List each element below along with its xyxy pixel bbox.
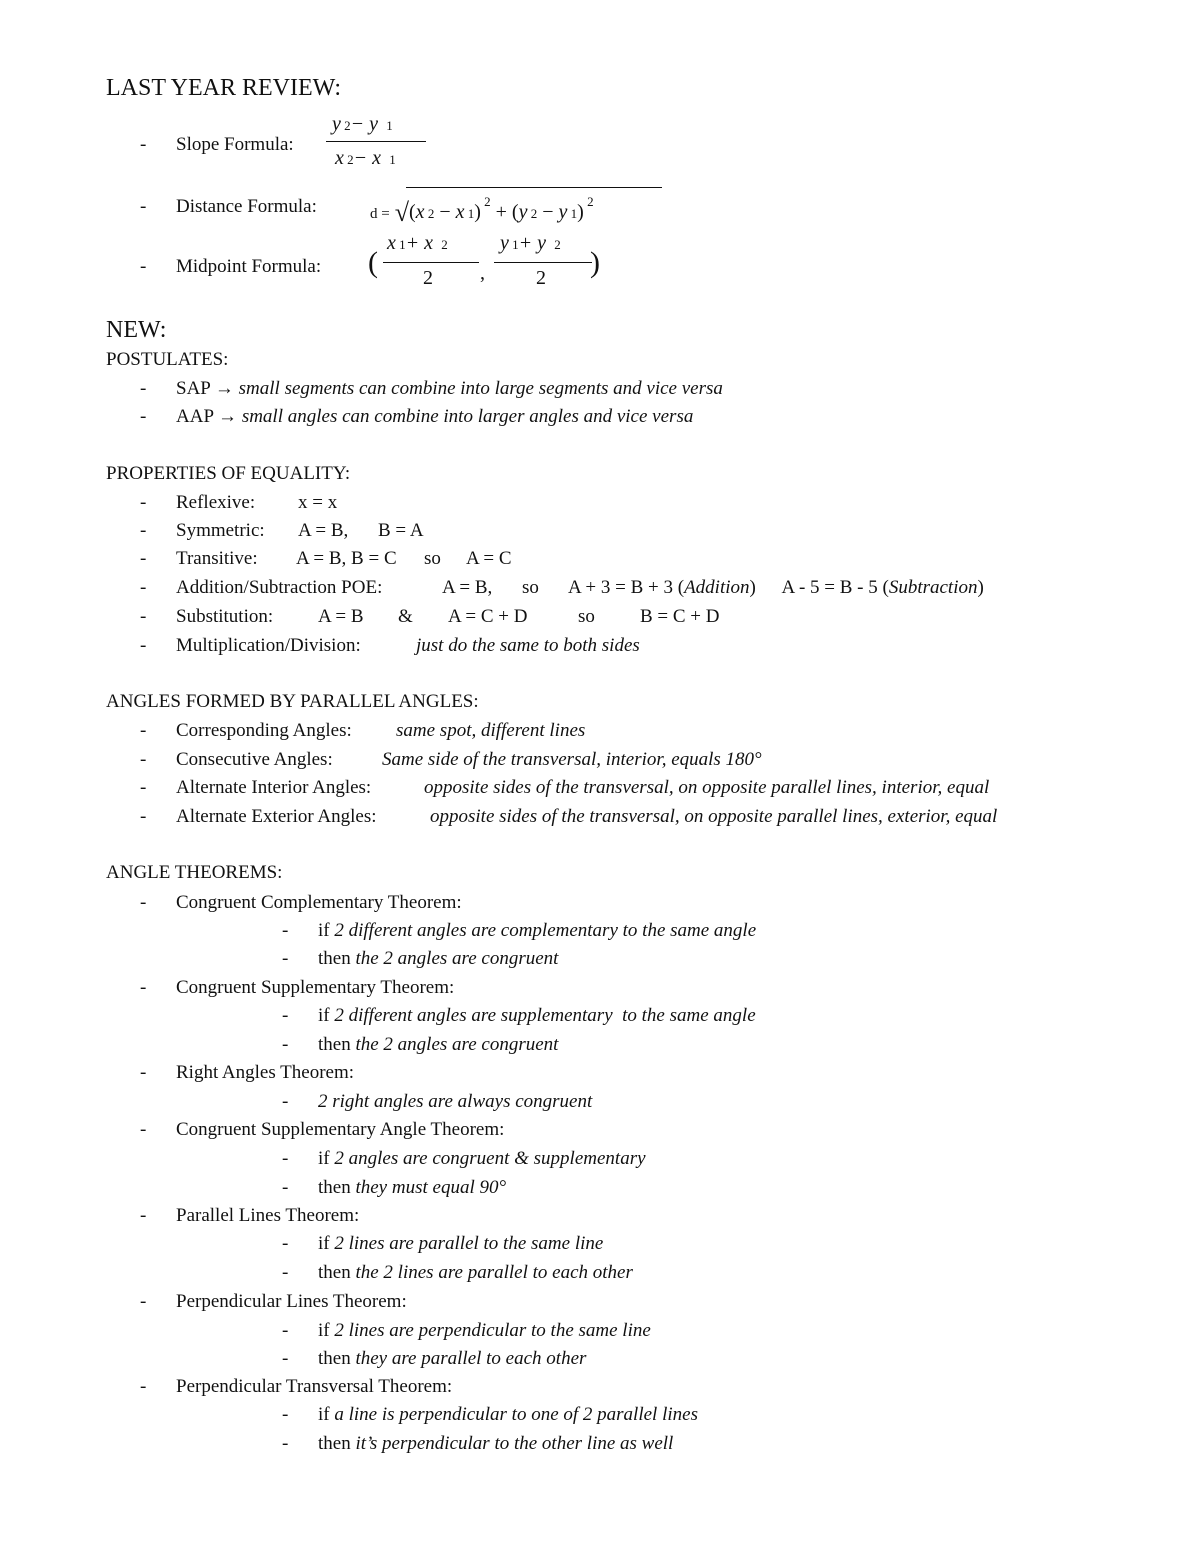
midpoint-y-numerator: y 1+ y 2 [500, 232, 561, 254]
midpoint-x-numerator: x 1+ x 2 [387, 232, 448, 254]
theorem-then: - then the 2 angles are congruent [282, 948, 559, 969]
midpoint-label: Midpoint Formula: [176, 256, 322, 277]
midpoint-comma: , [480, 262, 485, 284]
theorem-title: - Perpendicular Transversal Theorem: [140, 1376, 453, 1397]
theorem-if: - if 2 lines are parallel to the same line [282, 1233, 604, 1254]
midpoint-y-bar [494, 262, 592, 263]
theorem-then: - then they must equal 90° [282, 1177, 507, 1198]
theorem-if: - if 2 angles are congruent & supplementary [282, 1148, 646, 1169]
transitive-row: - Transitive: A = B, B = C so A = C [140, 548, 512, 569]
theorem-if: - if 2 different angles are supplementary to the same angle [282, 1005, 756, 1026]
distance-formula: d = √(x 2 − x 1) $^2$ + (y 2 − y 1) $^2$ [370, 194, 594, 227]
multiplication-division-row: - Multiplication/Division: just do the same to both sides [140, 635, 640, 656]
theorem-title: - Congruent Complementary Theorem: [140, 892, 462, 913]
slope-numerator: y 2− y 1 [332, 113, 393, 135]
new-heading: NEW: [106, 317, 167, 343]
theorem-statement: - 2 right angles are always congruent [282, 1091, 593, 1112]
alternate-exterior-row: - Alternate Exterior Angles: opposite sides of the transversal, on opposite parallel lines, exterior, equal [140, 806, 998, 827]
theorem-if: - if 2 different angles are complementary to the same angle [282, 920, 757, 941]
midpoint-y-denominator: 2 [536, 267, 546, 289]
distance-formula-row: - Distance Formula: [140, 196, 317, 217]
midpoint-open-paren: ( [368, 246, 378, 279]
theorem-then: - then the 2 angles are congruent [282, 1034, 559, 1055]
equality-heading: PROPERTIES OF EQUALITY: [106, 463, 351, 484]
parallel-heading: ANGLES FORMED BY PARALLEL ANGLES: [106, 691, 479, 712]
postulates-heading: POSTULATES: [106, 349, 229, 370]
slope-label: Slope Formula: [176, 134, 294, 155]
theorem-then: - then the 2 lines are parallel to each other [282, 1262, 633, 1283]
midpoint-close-paren: ) [590, 246, 600, 279]
midpoint-formula-row: - Midpoint Formula: [140, 256, 322, 277]
theorem-if: - if 2 lines are perpendicular to the same line [282, 1320, 651, 1341]
theorem-then: - then they are parallel to each other [282, 1348, 587, 1369]
theorem-then: - then it’s perpendicular to the other line as well [282, 1433, 674, 1454]
theorem-title: - Right Angles Theorem: [140, 1062, 355, 1083]
theorem-title: - Congruent Supplementary Angle Theorem: [140, 1119, 505, 1140]
theorem-if: - if a line is perpendicular to one of 2 parallel lines [282, 1404, 698, 1425]
theorem-title: - Congruent Supplementary Theorem: [140, 977, 455, 998]
theorem-title: - Perpendicular Lines Theorem: [140, 1291, 407, 1312]
slope-formula-row: - Slope Formula: [140, 134, 294, 155]
substitution-row: - Substitution: A = B & A = C + D so B = C + D [140, 606, 720, 627]
symmetric-row: - Symmetric: A = B, B = A [140, 520, 424, 541]
postulate-sap: - SAP → small segments can combine into large segments and vice versa [140, 378, 723, 399]
slope-denominator: x 2− x 1 [335, 147, 396, 169]
corresponding-angles-row: - Corresponding Angles: same spot, different lines [140, 720, 586, 741]
addition-subtraction-row: - Addition/Subtraction POE: A = B, so A + 3 = B + 3 (Addition) A - 5 = B - 5 (Subtraction) [140, 577, 984, 598]
postulate-aap: - AAP → small angles can combine into larger angles and vice versa [140, 406, 694, 427]
distance-label: Distance Formula: [176, 196, 317, 217]
reflexive-row: - Reflexive: x = x [140, 492, 338, 513]
review-heading: LAST YEAR REVIEW: [106, 75, 342, 101]
theorem-title: - Parallel Lines Theorem: [140, 1205, 360, 1226]
alternate-interior-row: - Alternate Interior Angles: opposite sides of the transversal, on opposite parallel lines, interior, equal [140, 777, 990, 798]
slope-fraction-bar [326, 141, 426, 142]
consecutive-angles-row: - Consecutive Angles: Same side of the transversal, interior, equals 180° [140, 749, 762, 770]
midpoint-x-denominator: 2 [423, 267, 433, 289]
midpoint-x-bar [383, 262, 479, 263]
theorems-heading: ANGLE THEOREMS: [106, 862, 283, 883]
sqrt-overbar [406, 187, 662, 188]
